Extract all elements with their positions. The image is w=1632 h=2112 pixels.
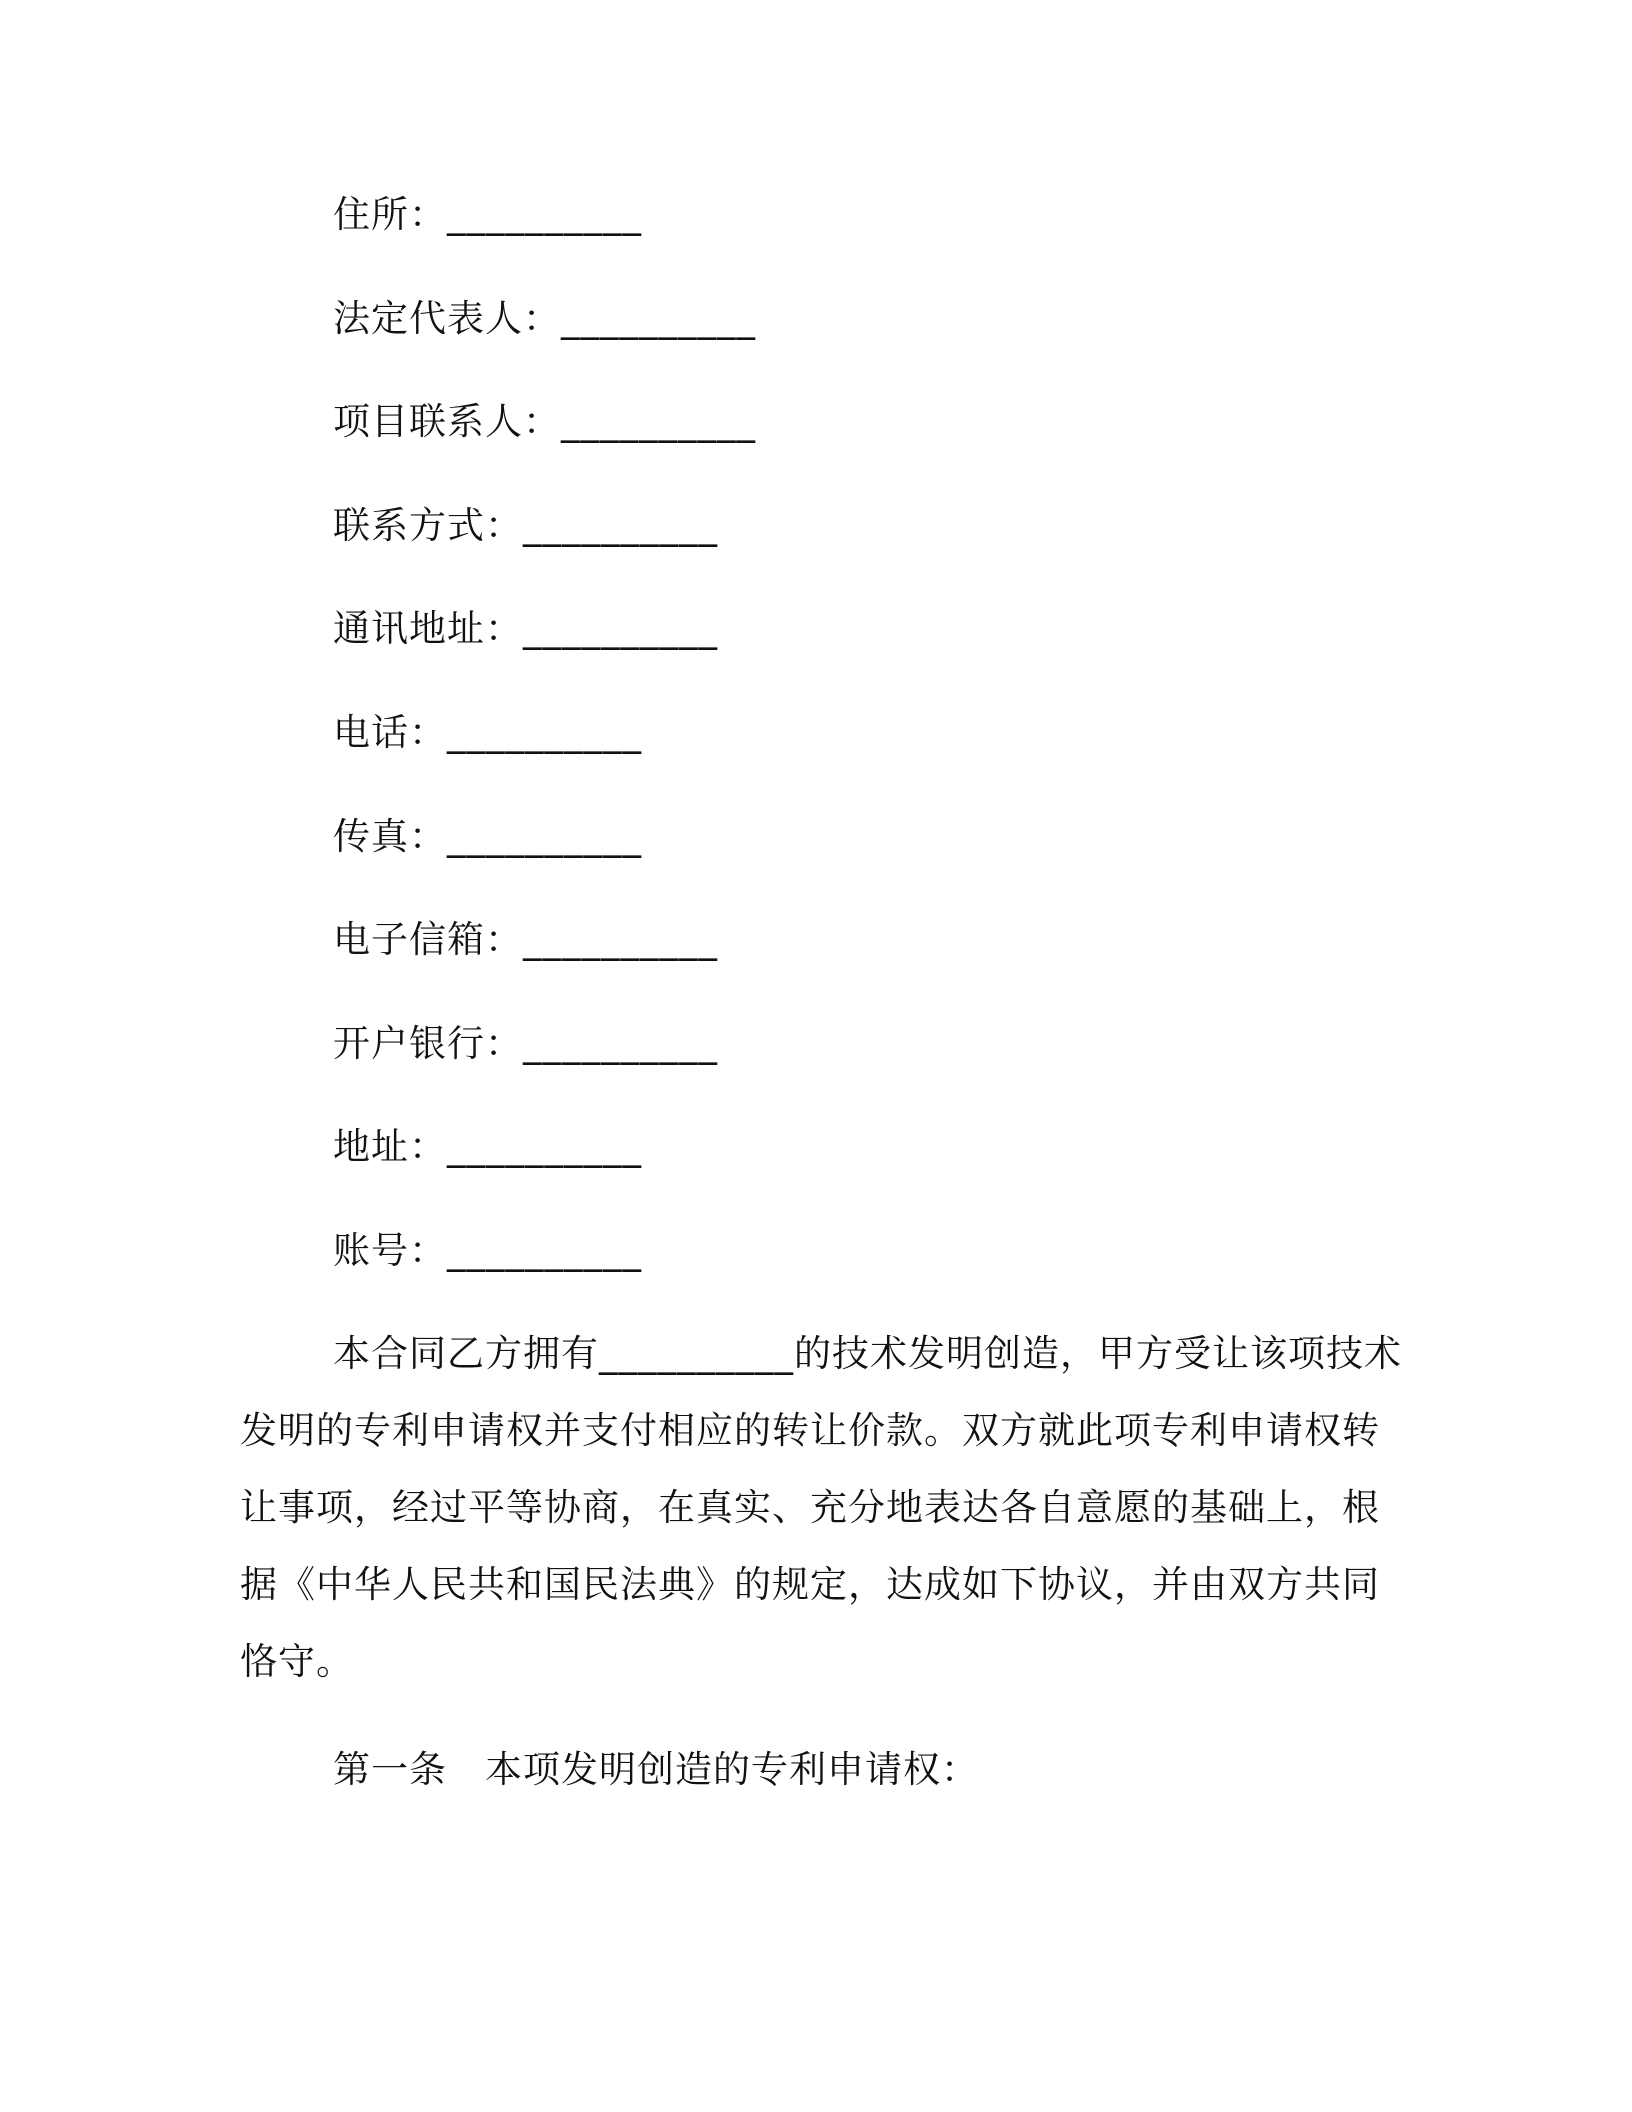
article-title: 本项发明创造的专利申请权：: [485, 1748, 979, 1791]
field-label: 项目联系人：: [333, 400, 561, 443]
field-label: 通讯地址：: [333, 607, 523, 650]
field-address: [333, 1122, 642, 1172]
field-residence: [333, 190, 642, 240]
field-blank: __________: [523, 607, 718, 650]
article-heading: [333, 1745, 979, 1795]
field-label: 法定代表人：: [333, 297, 561, 340]
field-label: 地址：: [333, 1125, 447, 1168]
field-label: 传真：: [333, 815, 447, 858]
field-label: 电话：: [333, 711, 447, 754]
field-blank: __________: [523, 504, 718, 547]
intro-paragraph: [240, 1315, 1402, 1700]
field-label: 住所：: [333, 193, 447, 236]
field-email: [333, 915, 718, 965]
field-blank: __________: [447, 815, 642, 858]
field-label: 联系方式：: [333, 504, 523, 547]
field-label: 电子信箱：: [333, 918, 523, 961]
field-phone: [333, 708, 642, 758]
field-label: 账号：: [333, 1229, 447, 1272]
field-label: 开户银行：: [333, 1022, 523, 1065]
field-contact-method: [333, 501, 718, 551]
field-mailing-address: [333, 604, 718, 654]
paragraph-line: 让事项，经过平等协商，在真实、充分地表达各自意愿的基础上，根: [240, 1486, 1380, 1529]
paragraph-line: 发明的专利申请权并支付相应的转让价款。双方就此项专利申请权转: [240, 1409, 1380, 1452]
paragraph-line: 据《中华人民共和国民法典》的规定，达成如下协议，并由双方共同: [240, 1563, 1380, 1606]
field-bank: [333, 1019, 718, 1069]
field-blank: __________: [447, 711, 642, 754]
field-project-contact: [333, 397, 756, 447]
field-blank: __________: [447, 193, 642, 236]
paragraph-line: 本合同乙方拥有__________的技术发明创造，甲方受让该项技术: [333, 1332, 1402, 1375]
field-blank: __________: [523, 918, 718, 961]
field-legal-representative: [333, 294, 756, 344]
field-blank: __________: [561, 297, 756, 340]
field-blank: __________: [447, 1125, 642, 1168]
field-blank: __________: [447, 1229, 642, 1272]
article-number: 第一条: [333, 1748, 447, 1791]
field-blank: __________: [523, 1022, 718, 1065]
paragraph-line: 恪守。: [240, 1640, 354, 1683]
field-blank: __________: [561, 400, 756, 443]
field-fax: [333, 812, 642, 862]
field-account-number: [333, 1226, 642, 1276]
